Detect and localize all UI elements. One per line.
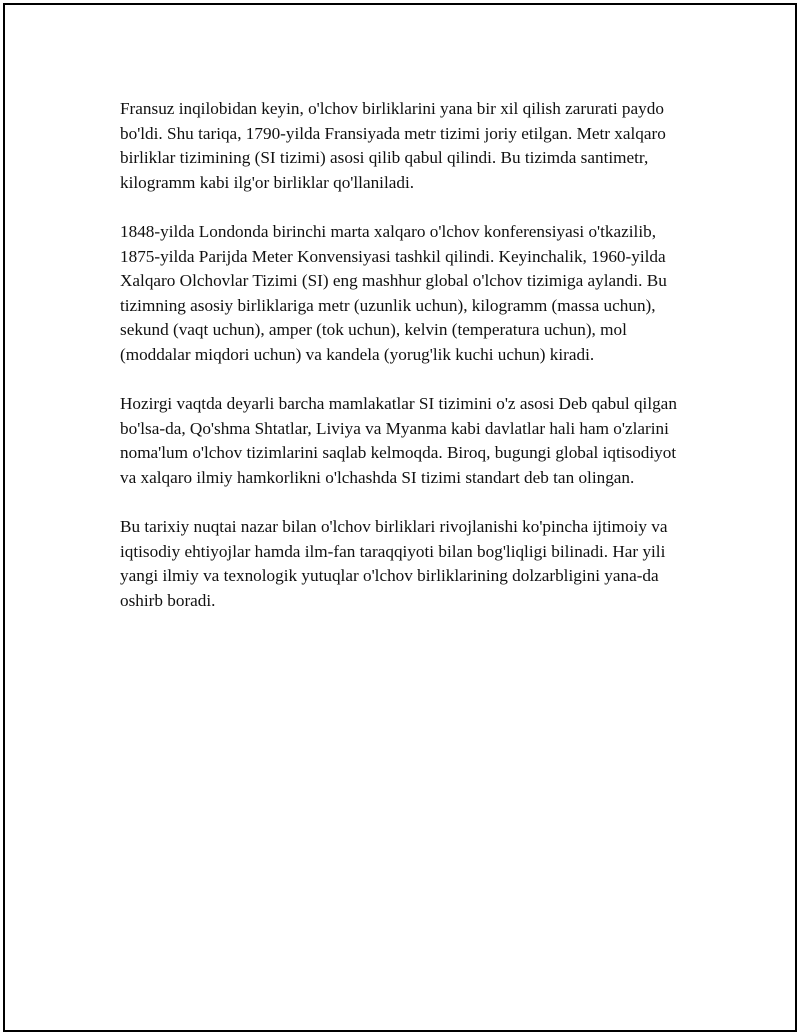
document-page [3, 3, 797, 1032]
paragraph-4: Bu tarixiy nuqtai nazar bilan o'lchov birliklari rivojlanishi ko'pincha ijtimoiy va iqtisodiy ehtiyojlar hamda ilm-fan taraqqiyoti bilan bog'liqligi bilinadi. Har yili yangi ilmiy va texnologik yutuqlar o'lchov birliklarining dolzarbligini yana-da oshirb boradi. [120, 517, 668, 610]
paragraph-3: Hozirgi vaqtda deyarli barcha mamlakatlar SI tizimini o'z asosi Deb qabul qilgan bo'lsa-da, Qo'shma Shtatlar, Liviya va Myanma kabi davlatlar hali ham o'zlarini noma'lum o'lchov tizimlarini saqlab kelmoqda. Biroq, bugungi global iqtisodiyot va xalqaro ilmiy hamkorlikni o'lchashda SI tizimi standart deb tan olingan. [120, 394, 677, 487]
paragraph-2: 1848-yilda Londonda birinchi marta xalqaro o'lchov konferensiyasi o'tkazilib, 1875-yilda Parijda Meter Konvensiyasi tashkil qilindi. Keyinchalik, 1960-yilda Xalqaro Olchovlar Tizimi (SI) eng mashhur global o'lchov tizimiga aylandi. Bu tizimning asosiy birliklariga metr (uzunlik uchun), kilogramm (massa uchun), sekund (vaqt uchun), amper (tok uchun), kelvin (temperatura uchun), mol (moddalar miqdori uchun) va kandela (yorug'lik kuchi uchun) kiradi. [120, 221, 667, 364]
document-body [120, 97, 690, 638]
paragraph-1: Fransuz inqilobidan keyin, o'lchov birliklarini yana bir xil qilish zarurati paydo bo'ldi. Shu tariqa, 1790-yilda Fransiyada metr tizimi joriy etilgan. Metr xalqaro birliklar tizimining (SI tizimi) asosi qilib qabul qilindi. Bu tizimda santimetr, kilogramm kabi ilg'or birliklar qo'llaniladi. [120, 99, 666, 192]
